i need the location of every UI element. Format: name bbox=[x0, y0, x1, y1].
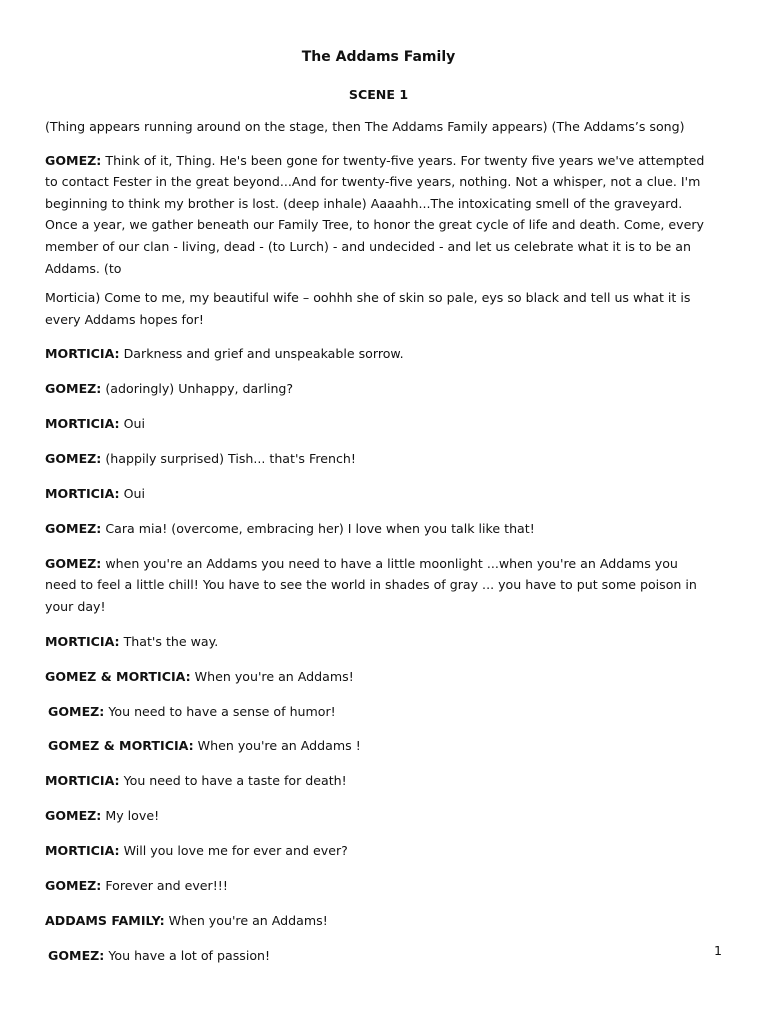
scene-heading: SCENE 1 bbox=[348, 87, 409, 102]
speaker-label: MORTICIA: bbox=[45, 346, 120, 362]
speaker-label: GOMEZ: bbox=[45, 878, 102, 893]
dialogue-text: (adoringly) Unhappy, darling? bbox=[101, 381, 294, 397]
dialogue-text: My love! bbox=[101, 808, 160, 824]
dialogue-line bbox=[45, 413, 712, 435]
dialogue-line bbox=[45, 735, 712, 757]
dialogue-line bbox=[45, 483, 712, 505]
dialogue-text: You need to have a taste for death! bbox=[119, 773, 347, 789]
stage-direction: (Thing appears running around on the stage, then The Addams Family appears) (The Addams’s song) bbox=[45, 119, 685, 134]
dialogue-text: Forever and ever!!! bbox=[101, 878, 228, 893]
dialogue-line bbox=[45, 701, 712, 723]
dialogue-text: When you're an Addams ! bbox=[193, 738, 361, 754]
speaker-label: MORTICIA: bbox=[45, 843, 120, 859]
speaker-label: GOMEZ: bbox=[45, 555, 102, 571]
speaker-label: GOMEZ: bbox=[45, 520, 102, 536]
dialogue-text: Darkness and grief and unspeakable sorrow. bbox=[119, 346, 404, 362]
dialogue-line bbox=[45, 770, 712, 792]
speaker-label: MORTICIA: bbox=[45, 773, 120, 789]
dialogue-line bbox=[45, 518, 712, 540]
dialogue-line bbox=[45, 553, 712, 618]
dialogue-text: That's the way. bbox=[119, 633, 219, 649]
speaker-label: GOMEZ: bbox=[48, 703, 105, 719]
dialogue-line bbox=[45, 945, 712, 967]
dialogue-text: Will you love me for ever and ever? bbox=[119, 843, 348, 859]
dialogue-line bbox=[45, 343, 712, 365]
dialogue-text: Oui bbox=[119, 416, 145, 432]
dialogue-line bbox=[45, 875, 712, 897]
dialogue-text: When you're an Addams! bbox=[190, 668, 354, 684]
dialogue-text: You need to have a sense of humor! bbox=[104, 703, 336, 719]
speaker-label: GOMEZ & MORTICIA: bbox=[48, 738, 194, 754]
speaker-label: GOMEZ: bbox=[45, 808, 102, 824]
speaker-label: GOMEZ: bbox=[48, 947, 105, 963]
dialogue-line bbox=[45, 805, 712, 827]
speaker-label: GOMEZ: bbox=[45, 152, 102, 168]
dialogue-text: Oui bbox=[119, 485, 145, 501]
speaker-label: GOMEZ & MORTICIA: bbox=[45, 668, 191, 684]
dialogue-text: You have a lot of passion! bbox=[104, 947, 271, 963]
document-title: The Addams Family bbox=[301, 49, 456, 65]
dialogue-line bbox=[45, 378, 712, 400]
speaker-label: MORTICIA: bbox=[45, 416, 120, 432]
gomez-monologue-continued: Morticia) Come to me, my beautiful wife – oohhh she of skin so pale, eys so black and tell us what it is every Addams hopes for! bbox=[45, 290, 691, 327]
speaker-label: MORTICIA: bbox=[45, 485, 120, 501]
dialogue-line bbox=[45, 666, 712, 688]
speaker-label: MORTICIA: bbox=[45, 633, 120, 649]
dialogue-text: Cara mia! (overcome, embracing her) I love when you talk like that! bbox=[101, 520, 535, 536]
page-number: 1 bbox=[713, 943, 722, 958]
dialogue-text: Think of it, Thing. He's been gone for twenty-five years. For twenty five years we've attempted to contact Fester in the great beyond...And for twenty-five years, nothing. Not a whisper, not a clue. I'm beginning to think my brother is lost. (deep inhale) Aaaahh...The intoxicating smell of the graveyard. Once a year, we gather beneath our Family Tree, to honor the great cycle of life and death. Come, every member of our clan - living, dead - (to Lurch) - and undecided - and let us celebrate what it is to be an Addams. (to bbox=[45, 152, 705, 276]
dialogue-line bbox=[45, 448, 712, 470]
dialogue-text: when you're an Addams you need to have a little moonlight ...when you're an Addams you need to feel a little chill! You have to see the world in shades of gray ... you have to put some poison in your day! bbox=[45, 555, 697, 614]
dialogue-line bbox=[45, 631, 712, 653]
speaker-label: GOMEZ: bbox=[45, 451, 102, 467]
speaker-label: ADDAMS FAMILY: bbox=[45, 912, 165, 928]
dialogue-line bbox=[45, 910, 712, 932]
dialogue-text: (happily surprised) Tish... that's French! bbox=[101, 451, 356, 467]
speaker-label: GOMEZ: bbox=[45, 381, 102, 397]
dialogue-line bbox=[45, 840, 712, 862]
gomez-monologue bbox=[45, 150, 712, 280]
dialogue-text: When you're an Addams! bbox=[164, 912, 328, 928]
